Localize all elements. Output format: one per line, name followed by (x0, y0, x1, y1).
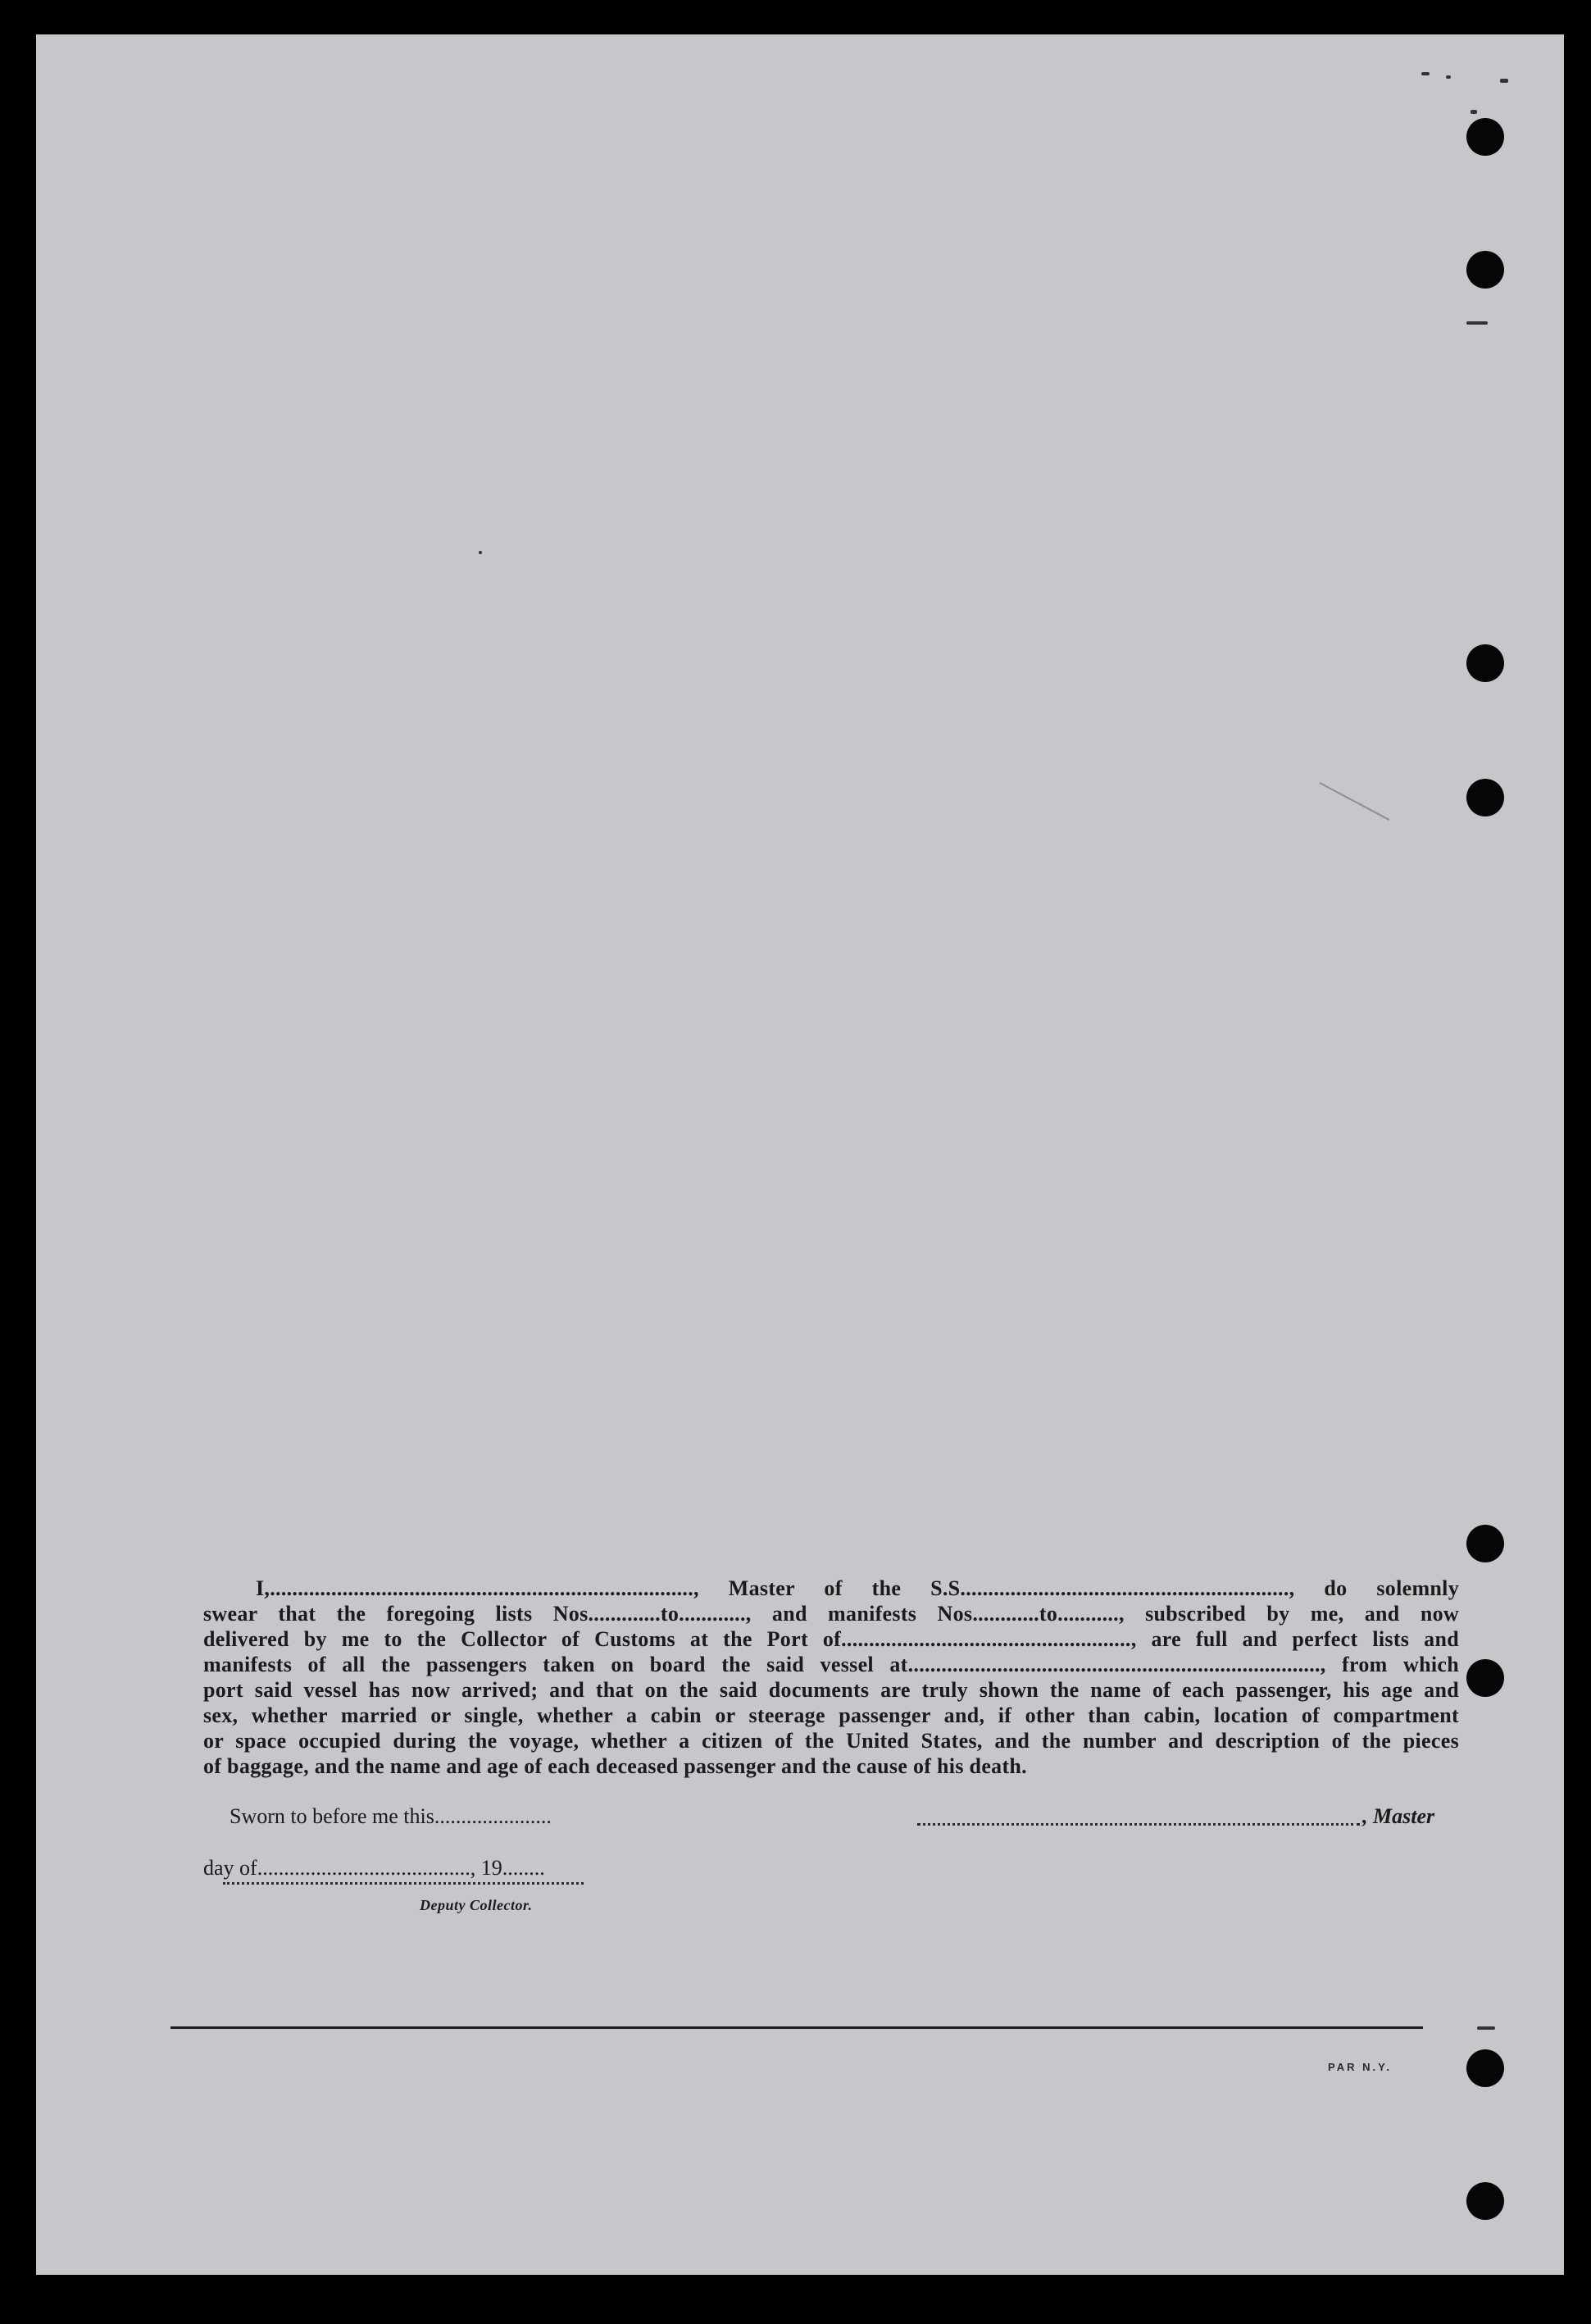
paper-speck (1471, 110, 1477, 114)
paper-speck (1421, 72, 1430, 75)
binder-hole-1 (1466, 118, 1504, 156)
paper-speck (479, 551, 482, 554)
sworn-before-me-line: Sworn to before me this...................... (230, 1804, 552, 1828)
binder-hole-5 (1466, 1525, 1504, 1562)
binder-hole-3 (1466, 644, 1504, 682)
oath-paragraph (203, 1576, 1459, 1779)
paper-scratch (1320, 782, 1390, 821)
binder-hole-2 (1466, 251, 1504, 289)
paper-speck (1446, 75, 1451, 79)
oath-line-5: port said vessel has now arrived; and that on the said documents are truly shown the name of each passenger, his age and (203, 1678, 1459, 1702)
bottom-rule (170, 2026, 1423, 2029)
deputy-collector-label: Deputy Collector. (420, 1897, 533, 1913)
oath-line-3: delivered by me to the Collector of Customs at the Port of...................................................., are full and perfect lists and (203, 1627, 1459, 1651)
oath-line-2: swear that the foregoing lists Nos.............to............, and manifests Nos............to..........., subscribed by me, and now (203, 1602, 1459, 1626)
oath-line-1: I,............................................................................, Master of the S.S..........................................................., do solemnly (256, 1576, 1459, 1600)
binder-hole-8 (1466, 2182, 1504, 2220)
paper-speck (1477, 2026, 1495, 2030)
printer-mark: PAR N.Y. (1328, 2061, 1392, 2073)
form-page (36, 34, 1564, 2275)
day-of-line: day of........................................, 19........ (203, 1856, 545, 1880)
binder-hole-6 (1466, 1659, 1504, 1697)
deputy-collector-signature-line (223, 1882, 584, 1885)
binder-hole-7 (1466, 2049, 1504, 2087)
paper-speck (1466, 321, 1488, 325)
paper-speck (1500, 79, 1508, 83)
oath-line-7: or space occupied during the voyage, whether a citizen of the United States, and the number and description of the pieces (203, 1729, 1459, 1753)
oath-line-4: manifests of all the passengers taken on board the said vessel at.........................................................................., from which (203, 1653, 1459, 1676)
master-label: , Master (1362, 1804, 1435, 1828)
master-signature-line (917, 1823, 1360, 1826)
oath-line-6: sex, whether married or single, whether a cabin or steerage passenger and, if other than cabin, location of compartment (203, 1703, 1459, 1727)
oath-line-8: of baggage, and the name and age of each deceased passenger and the cause of his death. (203, 1754, 1027, 1778)
binder-hole-4 (1466, 779, 1504, 816)
